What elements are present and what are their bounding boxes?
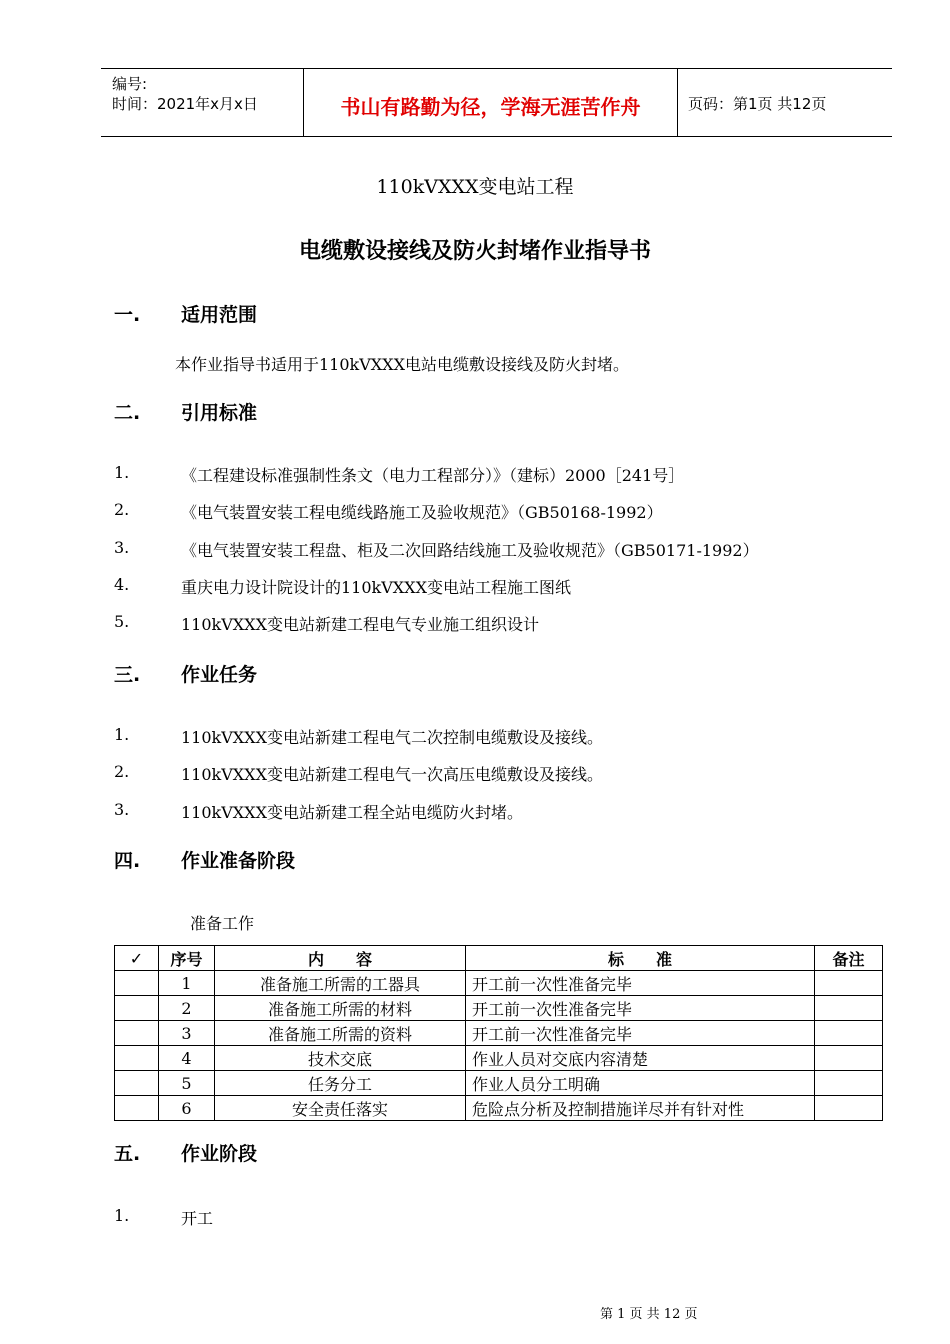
list-text: 重庆电力设计院设计的110kVXXX变电站工程施工图纸 <box>181 578 571 597</box>
list-number: 3. <box>114 538 130 557</box>
seq-cell: 2 <box>159 996 215 1021</box>
list-number: 1. <box>114 725 130 744</box>
section-heading <box>114 660 514 686</box>
time-label: 时间：2021年x月x日 <box>112 95 258 113</box>
section-title: 作业阶段 <box>181 1143 258 1165</box>
list-number: 2. <box>114 762 130 781</box>
page-header <box>101 68 892 137</box>
remark-cell <box>815 1096 883 1121</box>
section-title: 作业任务 <box>181 664 258 686</box>
standard-cell: 开工前一次性准备完毕 <box>466 971 815 996</box>
remark-cell <box>815 1046 883 1071</box>
list-item <box>114 612 894 634</box>
page-info: 页码：第1页 共12页 <box>688 95 827 113</box>
section-heading <box>114 846 514 872</box>
list-item <box>114 463 894 485</box>
list-number: 2. <box>114 500 130 519</box>
check-cell <box>115 1021 159 1046</box>
section-number: 一. <box>114 304 141 326</box>
check-cell <box>115 1071 159 1096</box>
standard-header: 标 准 <box>466 946 815 971</box>
list-number: 1. <box>114 463 130 482</box>
header-left-cell <box>101 69 304 136</box>
content-cell: 安全责任落实 <box>215 1096 466 1121</box>
section-number: 四. <box>114 850 141 872</box>
list-text: 110kVXXX变电站新建工程全站电缆防火封堵。 <box>181 803 523 822</box>
section-number: 五. <box>114 1143 141 1165</box>
seq-cell: 3 <box>159 1021 215 1046</box>
section-heading <box>114 300 514 326</box>
list-text: 开工 <box>181 1209 214 1228</box>
check-cell <box>115 996 159 1021</box>
content-cell: 准备施工所需的资料 <box>215 1021 466 1046</box>
page-footer: 第 1 页 共 12 页 <box>600 1307 698 1322</box>
prep-table <box>114 945 883 1121</box>
seq-header: 序号 <box>159 946 215 971</box>
list-item <box>114 725 894 747</box>
seq-cell: 5 <box>159 1071 215 1096</box>
check-header: ✓ <box>115 946 159 971</box>
standard-cell: 开工前一次性准备完毕 <box>466 996 815 1021</box>
list-text: 《电气装置安装工程盘、柜及二次回路结线施工及验收规范》（GB50171-1992） <box>181 541 759 560</box>
section-number: 二. <box>114 402 141 424</box>
content-cell: 任务分工 <box>215 1071 466 1096</box>
list-number: 3. <box>114 800 130 819</box>
content-cell: 准备施工所需的工器具 <box>215 971 466 996</box>
list-item <box>114 1206 894 1228</box>
list-text: 110kVXXX变电站新建工程电气专业施工组织设计 <box>181 615 539 634</box>
section-title: 作业准备阶段 <box>181 850 296 872</box>
standard-cell: 危险点分析及控制措施详尽并有针对性 <box>466 1096 815 1121</box>
list-item <box>114 575 894 597</box>
list-text: 110kVXXX变电站新建工程电气一次高压电缆敷设及接线。 <box>181 765 603 784</box>
remark-cell <box>815 971 883 996</box>
section-heading <box>114 1139 514 1165</box>
table-row <box>115 1096 883 1121</box>
motto-text: 书山有路勤为径，学海无涯苦作舟 <box>340 95 641 119</box>
table-row <box>115 1021 883 1046</box>
table-row <box>115 996 883 1021</box>
remark-cell <box>815 1071 883 1096</box>
document-title: 电缆敷设接线及防火封堵作业指导书 <box>298 239 651 264</box>
section-title: 适用范围 <box>181 304 258 326</box>
table-header-row <box>115 946 883 971</box>
number-label: 编号: <box>112 75 148 93</box>
list-item <box>114 538 894 560</box>
list-text: 110kVXXX变电站新建工程电气二次控制电缆敷设及接线。 <box>181 728 603 747</box>
list-text: 《电气装置安装工程电缆线路施工及验收规范》（GB50168-1992） <box>181 503 663 522</box>
list-number: 5. <box>114 612 130 631</box>
scope-paragraph: 本作业指导书适用于110kVXXX电站电缆敷设接线及防火封堵。 <box>175 355 629 374</box>
check-cell <box>115 1046 159 1071</box>
table-row <box>115 971 883 996</box>
list-item <box>114 762 894 784</box>
project-title: 110kVXXX变电站工程 <box>376 176 574 198</box>
list-number: 1. <box>114 1206 130 1225</box>
header-motto-cell <box>304 69 678 136</box>
standard-cell: 作业人员对交底内容清楚 <box>466 1046 815 1071</box>
content-header: 内 容 <box>215 946 466 971</box>
list-number: 4. <box>114 575 130 594</box>
section-title: 引用标准 <box>181 402 258 424</box>
standard-cell: 作业人员分工明确 <box>466 1071 815 1096</box>
content-cell: 准备施工所需的材料 <box>215 996 466 1021</box>
seq-cell: 6 <box>159 1096 215 1121</box>
content-cell: 技术交底 <box>215 1046 466 1071</box>
table-row <box>115 1071 883 1096</box>
remark-cell <box>815 996 883 1021</box>
remark-header: 备注 <box>815 946 883 971</box>
remark-cell <box>815 1021 883 1046</box>
standard-cell: 开工前一次性准备完毕 <box>466 1021 815 1046</box>
section-heading <box>114 398 514 424</box>
seq-cell: 1 <box>159 971 215 996</box>
prep-caption: 准备工作 <box>190 914 255 933</box>
seq-cell: 4 <box>159 1046 215 1071</box>
check-cell <box>115 971 159 996</box>
check-cell <box>115 1096 159 1121</box>
list-item <box>114 500 894 522</box>
header-page-cell <box>678 69 892 136</box>
list-item <box>114 800 894 822</box>
list-text: 《工程建设标准强制性条文（电力工程部分）》（建标）2000［241号］ <box>181 466 685 485</box>
table-row <box>115 1046 883 1071</box>
section-number: 三. <box>114 664 141 686</box>
